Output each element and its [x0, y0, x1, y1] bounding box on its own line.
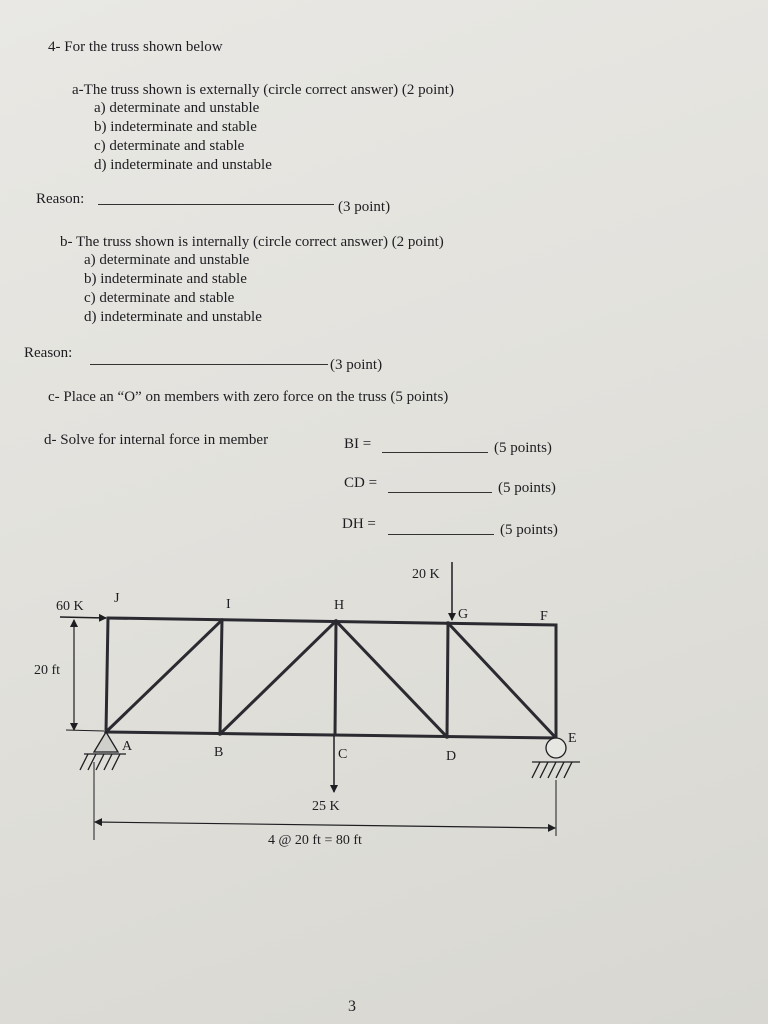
- member-bi-points: (5 points): [494, 440, 552, 456]
- pin-support-a: [80, 732, 126, 770]
- member-ge[interactable]: [448, 623, 556, 738]
- part-a-prompt: a-The truss shown is externally (circle correct answer) (2 point): [72, 82, 454, 98]
- node-label-i: I: [226, 597, 231, 612]
- node-label-e: E: [568, 731, 577, 746]
- member-hd[interactable]: [336, 621, 447, 737]
- member-cd-points: (5 points): [498, 480, 556, 496]
- part-b-option[interactable]: b) indeterminate and stable: [84, 271, 247, 287]
- node-label-j: J: [114, 591, 120, 606]
- part-b-option[interactable]: d) indeterminate and unstable: [84, 309, 262, 325]
- node-label-a: A: [122, 739, 133, 754]
- member-dh-points: (5 points): [500, 522, 558, 538]
- member-dh-label: DH =: [342, 516, 376, 532]
- height-dimension-label: 20 ft: [34, 663, 61, 678]
- member-bi-label: BI =: [344, 436, 372, 452]
- page-number: 3: [348, 998, 356, 1015]
- part-d-prompt: d- Solve for internal force in member: [44, 432, 269, 448]
- load-label-20k: 20 K: [412, 567, 440, 582]
- truss-members: [106, 618, 556, 738]
- member-ch[interactable]: [335, 621, 336, 735]
- part-b-reason-label: Reason:: [24, 345, 73, 361]
- member-bi[interactable]: [220, 620, 222, 734]
- member-ae-bottom-chord[interactable]: [106, 732, 556, 738]
- node-label-f: F: [540, 609, 548, 624]
- part-b-reason-points: (3 point): [330, 357, 383, 373]
- member-dg[interactable]: [447, 623, 448, 737]
- node-label-h: H: [334, 598, 345, 613]
- member-ai[interactable]: [106, 620, 222, 732]
- question-title: 4- For the truss shown below: [48, 39, 223, 55]
- part-c-prompt: c- Place an “O” on members with zero force on the truss (5 points): [48, 389, 449, 405]
- load-arrow-60k: [60, 617, 106, 618]
- load-label-25k: 25 K: [312, 799, 340, 814]
- node-label-g: G: [458, 607, 469, 622]
- part-b-option[interactable]: c) determinate and stable: [84, 290, 235, 306]
- span-dimension-arrow: [95, 822, 555, 828]
- load-label-60k: 60 K: [56, 599, 84, 614]
- member-cd-label: CD =: [344, 475, 378, 491]
- height-dimension-extension: [66, 730, 104, 731]
- member-aj[interactable]: [106, 618, 108, 732]
- part-b-prompt: b- The truss shown is internally (circle correct answer) (2 point): [60, 234, 444, 250]
- span-dimension-label: 4 @ 20 ft = 80 ft: [268, 833, 362, 848]
- node-label-d: D: [446, 749, 457, 764]
- part-a-reason-label: Reason:: [36, 191, 85, 207]
- part-a-option[interactable]: a) determinate and unstable: [94, 100, 260, 116]
- node-label-b: B: [214, 745, 224, 760]
- part-a-reason-points: (3 point): [338, 199, 391, 215]
- part-a-option[interactable]: b) indeterminate and stable: [94, 119, 257, 135]
- member-bh[interactable]: [220, 621, 336, 734]
- part-b-option[interactable]: a) determinate and unstable: [84, 252, 250, 268]
- node-label-c: C: [338, 747, 348, 762]
- part-a-option[interactable]: d) indeterminate and unstable: [94, 157, 272, 173]
- part-a-option[interactable]: c) determinate and stable: [94, 138, 245, 154]
